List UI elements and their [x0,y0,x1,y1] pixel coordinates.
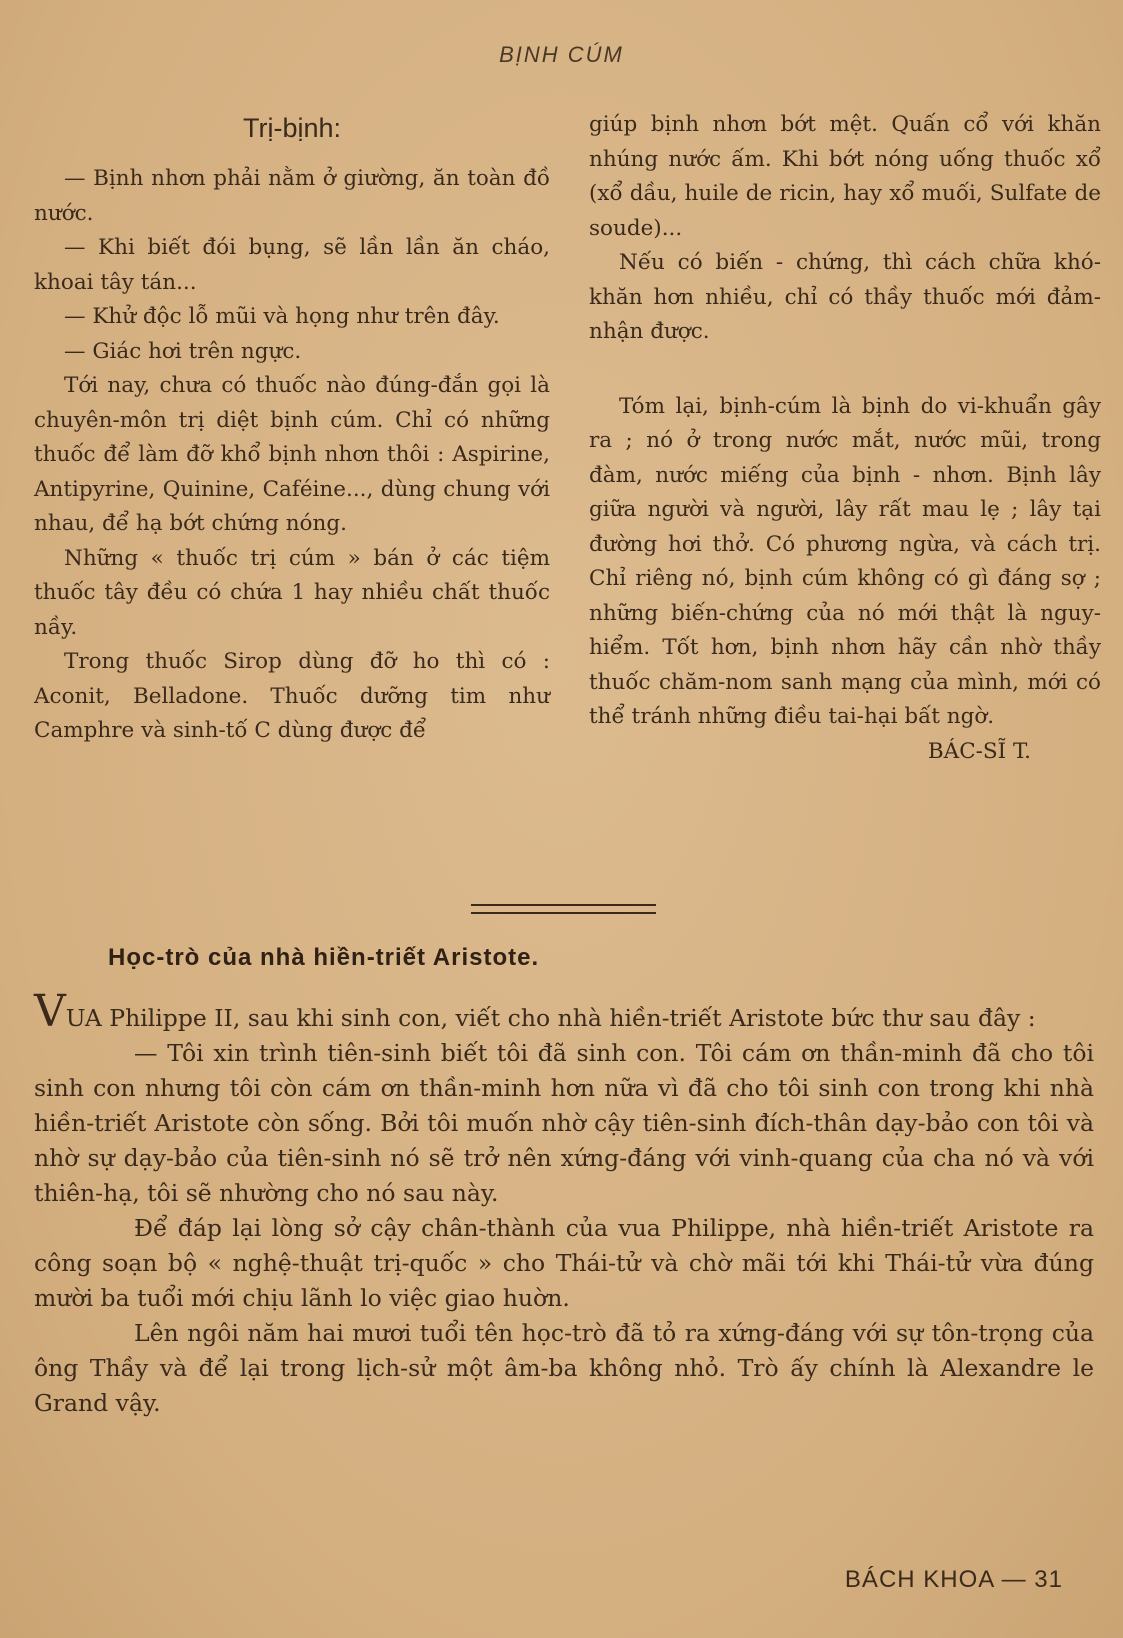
paragraph: — Khi biết đói bụng, sẽ lần lần ăn cháo, khoai tây tán... [34,235,550,295]
author-signature: BÁC-SĨ T. [927,738,1031,764]
section-divider [471,904,656,914]
article-title: Học-trò của nhà hiền-triết Aristote. [108,944,540,971]
section-heading: Trị-bịnh: [242,113,342,143]
paragraph: — Bịnh nhơn phải nằm ở giường, ăn toàn đồ nước. [34,166,550,226]
drop-cap: V [34,986,66,1037]
right-column [589,108,1101,769]
paragraph: Trong thuốc Sirop dùng đỡ ho thì có : Aconit, Belladone. Thuốc dưỡng tim như Camphre và sinh-tố C dùng được để [34,649,550,743]
article-paragraph: Lên ngôi năm hai mươi tuổi tên học-trò đã tỏ ra xứng-đáng với sự tôn-trọng của ông Thầy và để lại trong lịch-sử một âm-ba không nhỏ. Trò ấy chính là Alexandre le Grand vậy. [34,1319,1094,1417]
paragraph: — Giác hơi trên ngực. [64,338,302,364]
article-paragraph [34,986,1094,1037]
paragraph: Những « thuốc trị cúm » bán ở các tiệm thuốc tây đều có chứa 1 hay nhiều chất thuốc nầy. [34,545,550,640]
article-body [34,986,1094,1421]
article-paragraph-text: UA Philippe II, sau khi sinh con, viết cho nhà hiền-triết Aristote bức thư sau đây : [65,1004,1036,1032]
paragraph: giúp bịnh nhơn bớt mệt. Quấn cổ với khăn nhúng nước ấm. Khi bớt nóng uống thuốc xổ (xổ dầu, huile de ricin, hay xổ muối, Sulfate de soude)... [589,112,1101,241]
paragraph: Tóm lại, bịnh-cúm là bịnh do vi-khuẩn gây ra ; nó ở trong nước mắt, nước mũi, trong đàm, nước miếng của bịnh - nhơn. Bịnh lây giữa người và người, lây rất mau lẹ ; lây tại đường hơi thở. Có phương ngừa, và cách trị. Chỉ riêng nó, bịnh cúm không có gì đáng sợ ; những biến-chứng của nó mới thật là nguy-hiểm. Tốt hơn, bịnh nhơn hãy cần nhờ thầy thuốc chăm-nom sanh mạng của mình, mới có thể tránh những điều tai-hại bất ngờ. [589,393,1101,729]
paragraph: Tới nay, chưa có thuốc nào đúng-đắn gọi là chuyên-môn trị diệt bịnh cúm. Chỉ có những thuốc để làm đỡ khổ bịnh nhơn thôi : Aspirine, Antipyrine, Quinine, Caféine..., dùng chung với nhau, để hạ bớt chứng nóng. [34,373,550,536]
page-footer: BÁCH KHOA — 31 [844,1566,1063,1593]
paragraph: Nếu có biến - chứng, thì cách chữa khó-khăn hơn nhiều, chỉ có thầy thuốc mới đảm-nhận được. [589,250,1101,344]
paragraph: — Khử độc lỗ mũi và họng như trên đây. [64,304,500,329]
article-paragraph: — Tôi xin trình tiên-sinh biết tôi đã sinh con. Tôi cám ơn thần-minh đã cho tôi sinh con nhưng tôi còn cám ơn thần-minh hơn nữa vì đã cho tôi sinh con trong khi nhà hiền-triết Aristote còn sống. Bởi tôi muốn nhờ cậy tiên-sinh đích-thân dạy-bảo con tôi và nhờ sự dạy-bảo của tiên-sinh nó sẽ trở nên xứng-đáng với vinh-quang của cha nó và với thiên-hạ, tôi sẽ nhường cho nó sau này. [34,1039,1094,1207]
left-column [34,108,550,749]
article-paragraph: Để đáp lại lòng sở cậy chân-thành của vua Philippe, nhà hiền-triết Aristote ra công soạn bộ « nghệ-thuật trị-quốc » cho Thái-tử và chờ mãi tới khi Thái-tử vừa đúng mười ba tuổi mới chịu lãnh lo việc giao huờn. [34,1214,1094,1312]
running-head: BỊNH CÚM [499,42,624,67]
